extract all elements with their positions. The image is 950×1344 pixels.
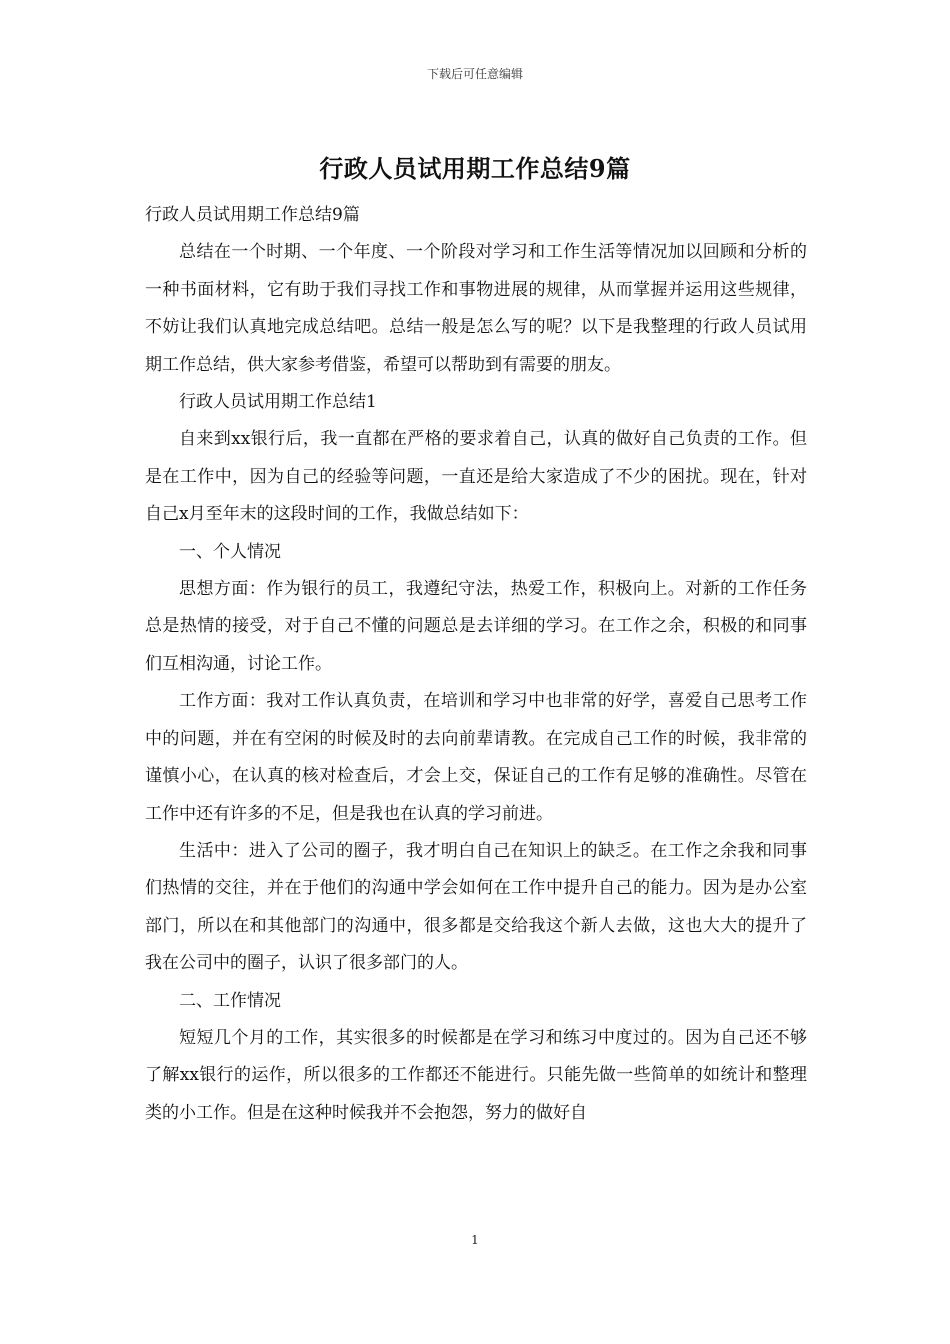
section-heading: 一、个人情况 bbox=[179, 541, 281, 562]
page-number: 1 bbox=[471, 1233, 479, 1247]
page-header: 下载后可任意编辑 bbox=[426, 67, 523, 81]
body-paragraph: 总结在一个时期、一个年度、一个阶段对学习和工作生活等情况加以回顾和分析的一种书面材料，它有助于我们寻找工作和事物进展的规律，从而掌握并运用这些规律，不妨让我们认真地完成总结吧。总结一般是怎么写的呢？以下是我整理的行政人员试用期工作总结，供大家参考借鉴，希望可以帮助到有需要的朋友。 bbox=[145, 242, 807, 375]
body-paragraph: 自来到xx银行后，我一直都在严格的要求着自己，认真的做好自己负责的工作。但是在工作中，因为自己的经验等问题，一直还是给大家造成了不少的困扰。现在，针对自己x月至年末的这段时间的工作，我做总结如下： bbox=[145, 429, 807, 525]
body-paragraph: 思想方面：作为银行的员工，我遵纪守法，热爱工作，积极向上。对新的工作任务总是热情的接受，对于自己不懂的问题总是去详细的学习。在工作之余，积极的和同事们互相沟通，讨论工作。 bbox=[145, 579, 807, 674]
document-title: 行政人员试用期工作总结9篇 bbox=[319, 154, 631, 183]
subtitle-paragraph: 行政人员试用期工作总结9篇 bbox=[145, 205, 360, 225]
section-heading: 行政人员试用期工作总结1 bbox=[179, 392, 377, 413]
body-paragraph: 短短几个月的工作，其实很多的时候都是在学习和练习中度过的。因为自己还不够了解xx银行的运作，所以很多的工作都还不能进行。只能先做一些简单的如统计和整理类的小工作。但是在这种时候我并不会抱怨，努力的做好自 bbox=[145, 1027, 807, 1123]
body-paragraph: 生活中：进入了公司的圈子，我才明白自己在知识上的缺乏。在工作之余我和同事们热情的交往，并在于他们的沟通中学会如何在工作中提升自己的能力。因为是办公室部门，所以在和其他部门的沟通中，很多都是交给我这个新人去做，这也大大的提升了我在公司中的圈子，认识了很多部门的人。 bbox=[145, 840, 807, 974]
body-paragraph: 工作方面：我对工作认真负责，在培训和学习中也非常的好学，喜爱自己思考工作中的问题，并在有空闲的时候及时的去向前辈请教。在完成自己工作的时候，我非常的谨慎小心，在认真的核对检查后，才会上交，保证自己的工作有足够的准确性。尽管在工作中还有许多的不足，但是我也在认真的学习前进。 bbox=[145, 691, 807, 824]
section-heading: 二、工作情况 bbox=[179, 990, 281, 1011]
document-body bbox=[145, 197, 807, 1132]
